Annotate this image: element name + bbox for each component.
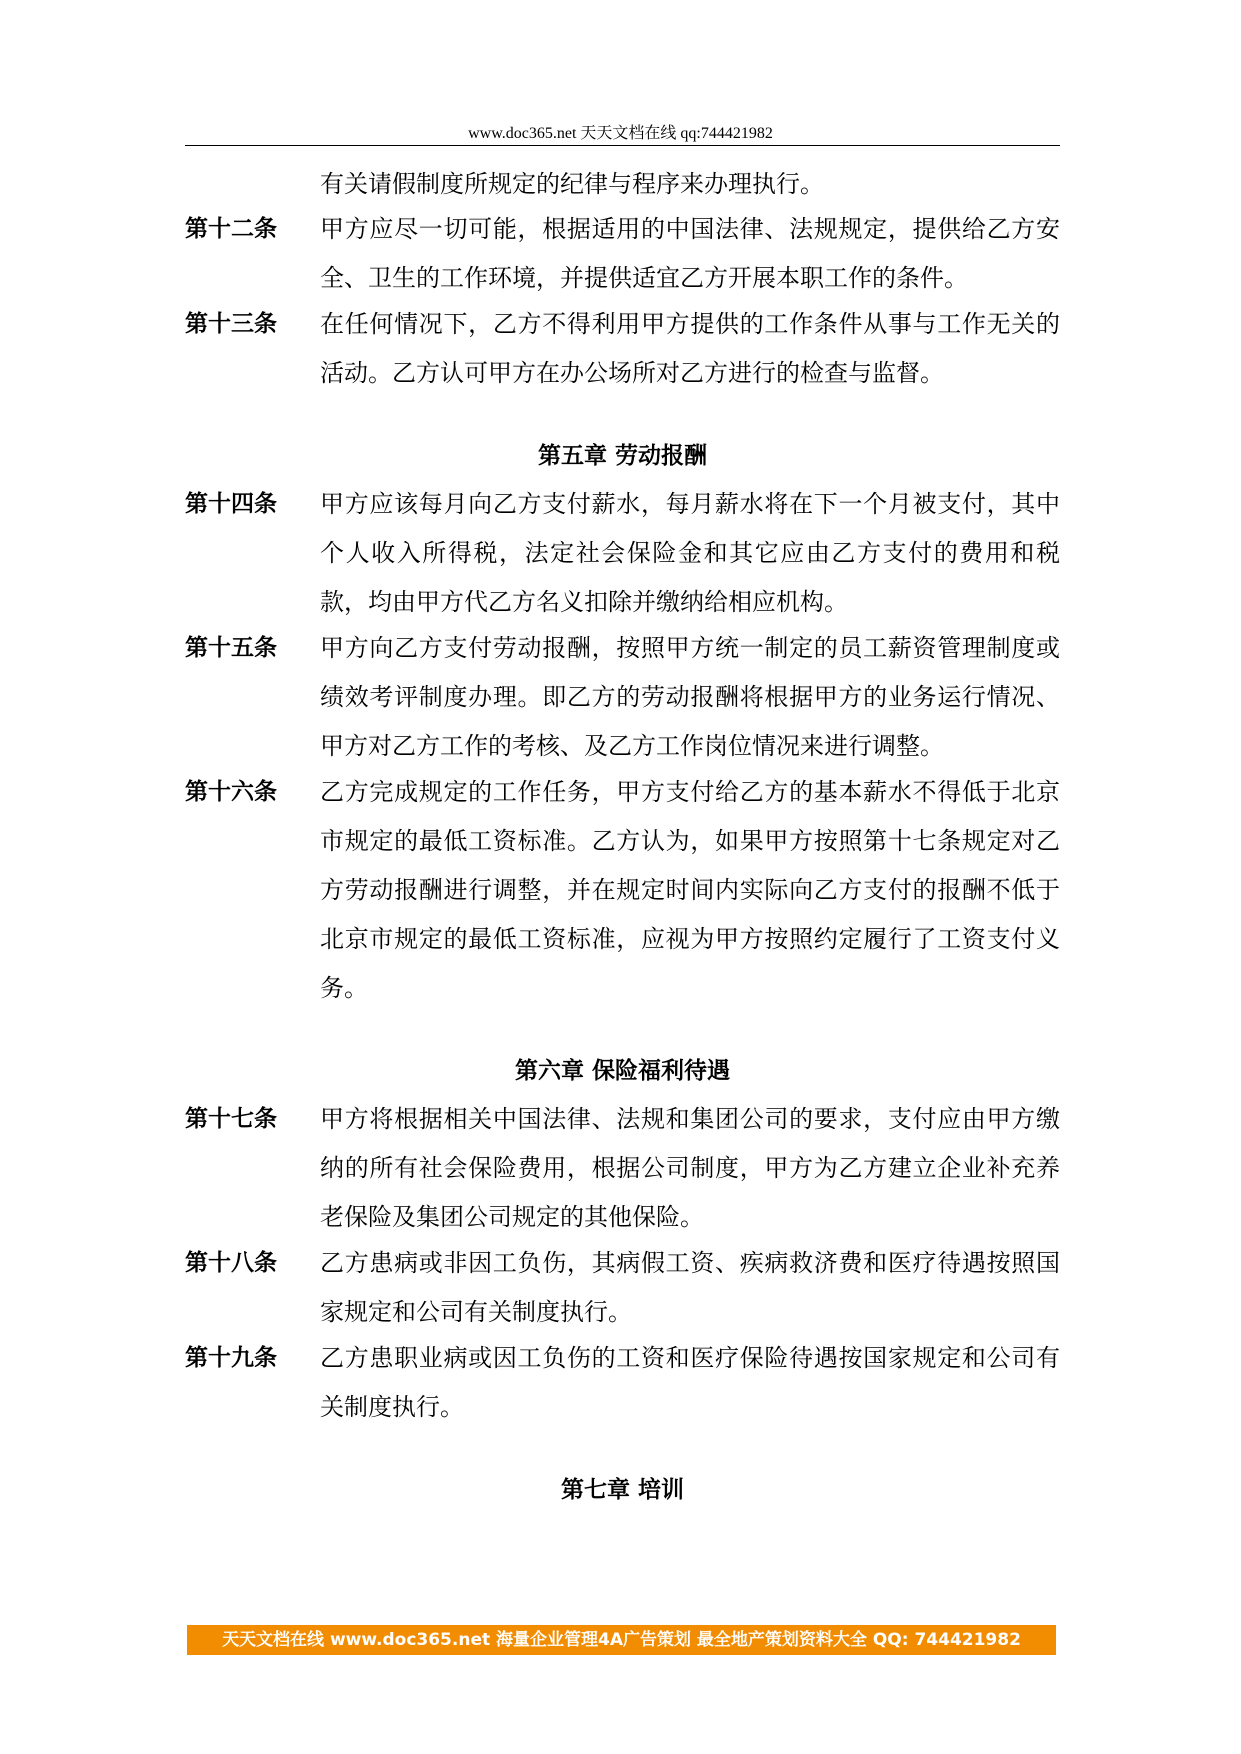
article-18 bbox=[185, 1239, 1060, 1337]
article-text: 乙方患病或非因工负伤，其病假工资、疾病救济费和医疗待遇按照国家规定和公司有关制度执行。 bbox=[320, 1249, 1060, 1326]
chapter-heading: 第七章 培训 bbox=[560, 1477, 684, 1503]
article-15 bbox=[185, 624, 1060, 771]
article-16 bbox=[185, 768, 1060, 1013]
article-label: 第十二条 bbox=[185, 216, 277, 242]
article-12 bbox=[185, 205, 1060, 303]
article-label: 第十四条 bbox=[185, 491, 277, 517]
article-19 bbox=[185, 1334, 1060, 1432]
paragraph-continuation: 有关请假制度所规定的纪律与程序来办理执行。 bbox=[320, 170, 824, 198]
chapter-heading: 第五章 劳动报酬 bbox=[537, 443, 707, 469]
article-text: 乙方患职业病或因工负伤的工资和医疗保险待遇按国家规定和公司有关制度执行。 bbox=[320, 1344, 1060, 1421]
article-label: 第十五条 bbox=[185, 635, 277, 661]
article-label: 第十八条 bbox=[185, 1250, 277, 1276]
article-17 bbox=[185, 1095, 1060, 1242]
article-text: 甲方应该每月向乙方支付薪水，每月薪水将在下一个月被支付，其中个人收入所得税，法定社会保险金和其它应由乙方支付的费用和税款，均由甲方代乙方名义扣除并缴纳给相应机构。 bbox=[320, 490, 1060, 616]
chapter-heading: 第六章 保险福利待遇 bbox=[514, 1058, 730, 1084]
page-content bbox=[185, 170, 1060, 1515]
article-label: 第十三条 bbox=[185, 311, 277, 337]
article-13 bbox=[185, 300, 1060, 398]
footer-ad-banner: 天天文档在线 www.doc365.net 海量企业管理4A广告策划 最全地产策划资料大全 QQ: 744421982 bbox=[187, 1625, 1056, 1655]
article-text: 甲方将根据相关中国法律、法规和集团公司的要求，支付应由甲方缴纳的所有社会保险费用，根据公司制度，甲方为乙方建立企业补充养老保险及集团公司规定的其他保险。 bbox=[320, 1105, 1060, 1231]
page-header: www.doc365.net 天天文档在线 qq:744421982 bbox=[468, 125, 773, 142]
article-label: 第十六条 bbox=[185, 779, 277, 805]
article-text: 甲方应尽一切可能，根据适用的中国法律、法规规定，提供给乙方安全、卫生的工作环境，并提供适宜乙方开展本职工作的条件。 bbox=[320, 215, 1060, 292]
article-14 bbox=[185, 480, 1060, 627]
header-divider bbox=[185, 145, 1060, 146]
article-label: 第十七条 bbox=[185, 1106, 277, 1132]
article-text: 甲方向乙方支付劳动报酬，按照甲方统一制定的员工薪资管理制度或绩效考评制度办理。即乙方的劳动报酬将根据甲方的业务运行情况、甲方对乙方工作的考核、及乙方工作岗位情况来进行调整。 bbox=[320, 634, 1060, 760]
article-text: 在任何情况下，乙方不得利用甲方提供的工作条件从事与工作无关的活动。乙方认可甲方在办公场所对乙方进行的检查与监督。 bbox=[320, 310, 1060, 387]
article-label: 第十九条 bbox=[185, 1345, 277, 1371]
article-text: 乙方完成规定的工作任务，甲方支付给乙方的基本薪水不得低于北京市规定的最低工资标准。乙方认为，如果甲方按照第十七条规定对乙方劳动报酬进行调整，并在规定时间内实际向乙方支付的报酬不低于北京市规定的最低工资标准，应视为甲方按照约定履行了工资支付义务。 bbox=[320, 778, 1060, 1002]
